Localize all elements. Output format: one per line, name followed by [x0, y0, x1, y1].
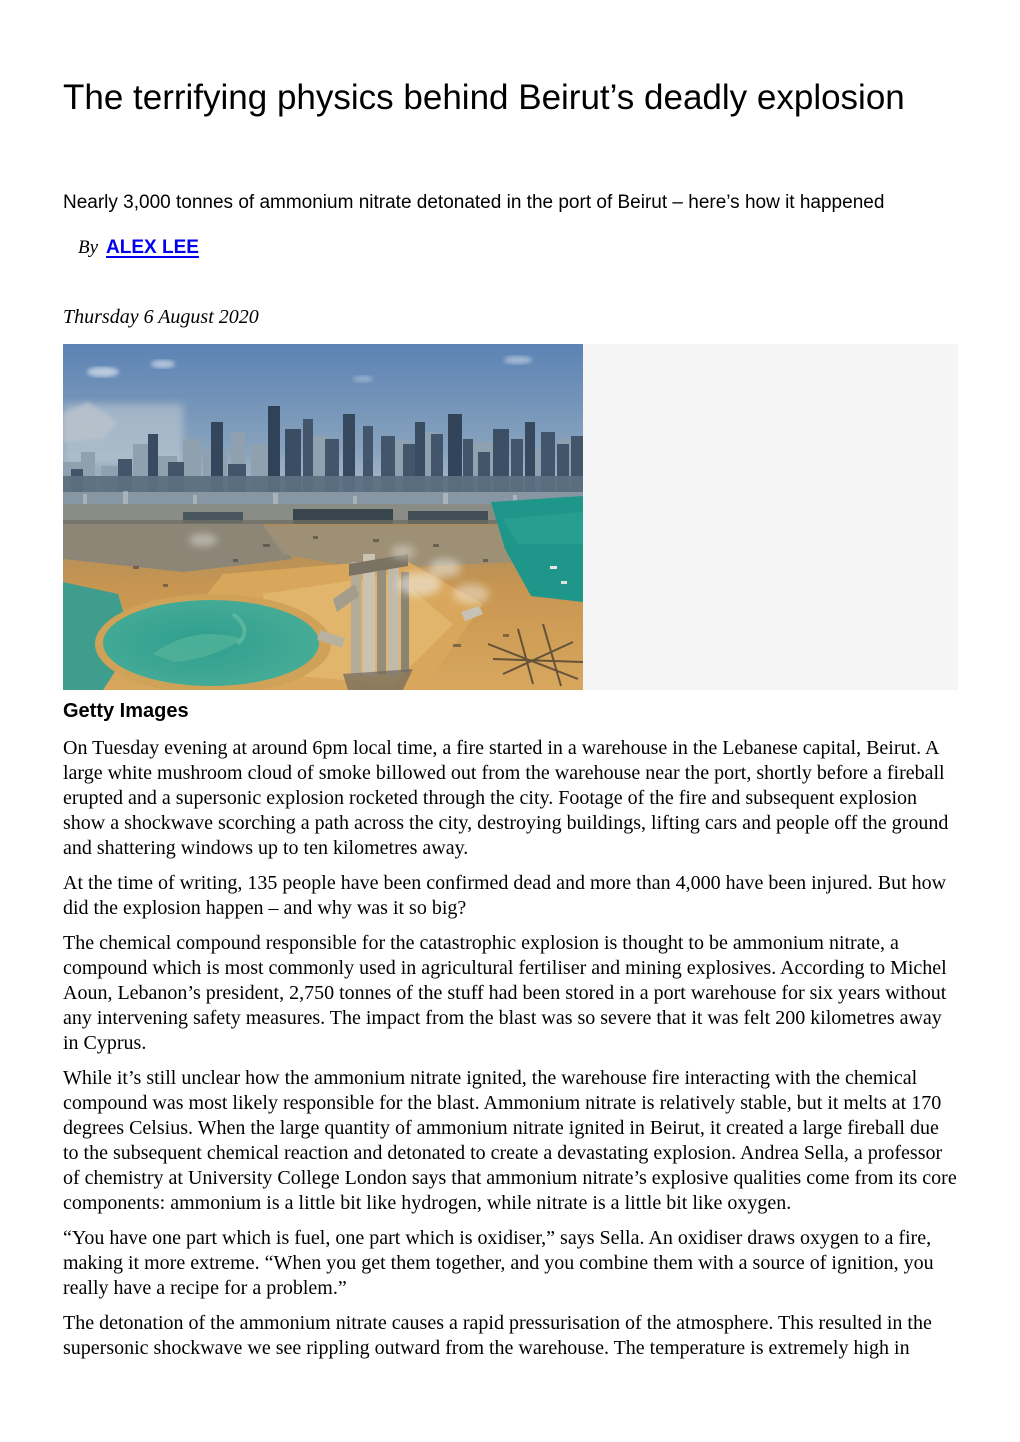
- paragraph-6: The detonation of the ammonium nitrate causes a rapid pressurisation of the atmosphere. This resulted in the supersonic shockwave we see rippling outward from the warehouse. The temperature is extremely high in: [63, 1312, 932, 1359]
- paragraph-5: “You have one part which is fuel, one part which is oxidiser,” says Sella. An oxidiser draws oxygen to a fire, making it more extreme. “When you get them together, and you combine them with a source of ignition, you really have a recipe for a problem.”: [63, 1227, 934, 1299]
- article-subtitle: Nearly 3,000 tonnes of ammonium nitrate detonated in the port of Beirut – here’s how it happened: [63, 192, 885, 213]
- article-title: The terrifying physics behind Beirut’s deadly explosion: [63, 78, 905, 117]
- figure-gray-placeholder: [583, 344, 958, 690]
- beirut-explosion-photo: [63, 344, 583, 690]
- byline-prefix: By: [78, 237, 99, 258]
- paragraph-2: At the time of writing, 135 people have been confirmed dead and more than 4,000 have been injured. But how did the explosion happen – and why was it so big?: [63, 872, 947, 919]
- paragraph-1: On Tuesday evening at around 6pm local time, a fire started in a warehouse in the Lebanese capital, Beirut. A large white mushroom cloud of smoke billowed out from the warehouse near the port, shortly before a fireball erupted and a supersonic explosion rocketed through the city. Footage of the fire and subsequent explosion show a shockwave scorching a path across the city, destroying buildings, lifting cars and people off the ground and shattering windows up to ten kilometres away.: [63, 737, 949, 859]
- author-link[interactable]: ALEX LEE: [106, 237, 199, 258]
- article-date: Thursday 6 August 2020: [63, 306, 259, 328]
- article-figure: [63, 344, 958, 690]
- paragraph-3: The chemical compound responsible for the catastrophic explosion is thought to be ammonium nitrate, a compound which is most commonly used in agricultural fertiliser and mining explosives. According to Michel Aoun, Lebanon’s president, 2,750 tonnes of the stuff had been stored in a port warehouse for six years without any intervening safety measures. The impact from the blast was so severe that it was felt 200 kilometres away in Cyprus.: [63, 932, 947, 1054]
- article-body: [63, 736, 958, 1371]
- paragraph-4: While it’s still unclear how the ammonium nitrate ignited, the warehouse fire interacting with the chemical compound was most likely responsible for the blast. Ammonium nitrate is relatively stable, but it melts at 170 degrees Celsius. When the large quantity of ammonium nitrate ignited in Beirut, it created a large fireball due to the subsequent chemical reaction and detonated to create a devastating explosion. Andrea Sella, a professor of chemistry at University College London says that ammonium nitrate’s explosive qualities come from its core components: ammonium is a little bit like hydrogen, while nitrate is a little bit like oxygen.: [63, 1067, 957, 1214]
- byline: [78, 237, 958, 259]
- photo-credit: Getty Images: [63, 700, 189, 722]
- beirut-photo-illustration: [63, 344, 583, 690]
